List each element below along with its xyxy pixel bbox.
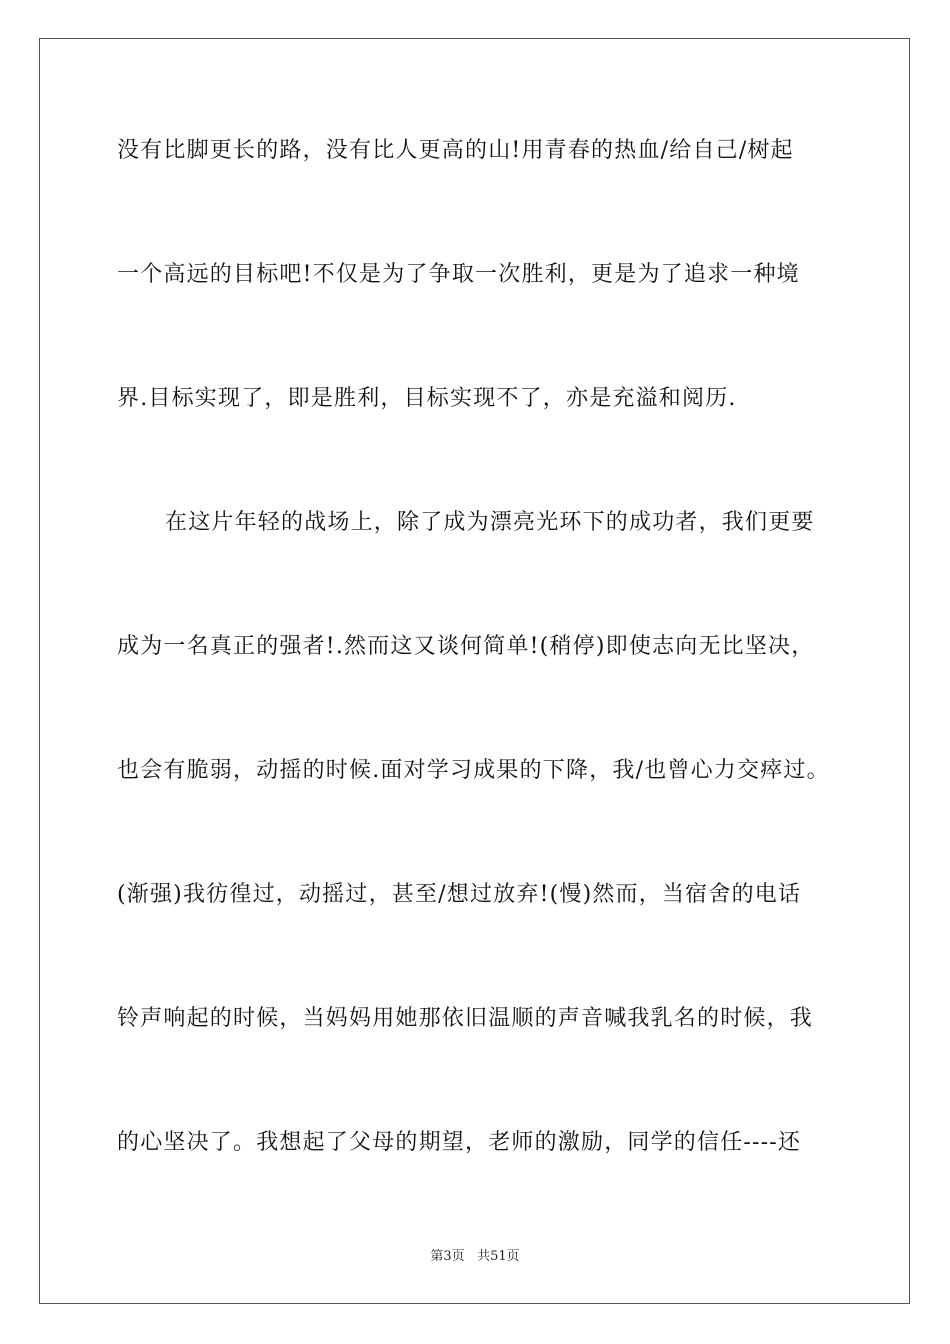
text-line: 界.目标实现了，即是胜利，目标实现不了，亦是充溢和阅历. bbox=[117, 386, 737, 411]
paragraph-first-line: 在这片年轻的战场上，除了成为漂亮光环下的成功者，我们更要 bbox=[165, 510, 815, 535]
text-line: 成为一名真正的强者!.然而这又谈何简单!(稍停)即使志向无比坚决， bbox=[117, 634, 815, 659]
text-line: 铃声响起的时候，当妈妈用她那依旧温顺的声音喊我乳名的时候，我 bbox=[117, 1006, 814, 1031]
document-body bbox=[117, 128, 857, 1244]
page-footer bbox=[0, 1247, 950, 1267]
page-number: 第3页 bbox=[430, 1249, 465, 1264]
page-total: 共51页 bbox=[477, 1249, 520, 1264]
text-line: 的心坚决了。我想起了父母的期望，老师的激励，同学的信任----还 bbox=[117, 1130, 802, 1155]
text-line: 没有比脚更长的路，没有比人更高的山!用青春的热血/给自己/树起 bbox=[117, 138, 794, 163]
text-line: (渐强)我彷徨过，动摇过，甚至/想过放弃!(慢)然而，当宿舍的电话 bbox=[117, 882, 802, 907]
text-line: 一个高远的目标吧!不仅是为了争取一次胜利，更是为了追求一种境 bbox=[117, 262, 800, 287]
text-line: 也会有脆弱，动摇的时候.面对学习成果的下降，我/也曾心力交瘁过。 bbox=[117, 758, 830, 783]
